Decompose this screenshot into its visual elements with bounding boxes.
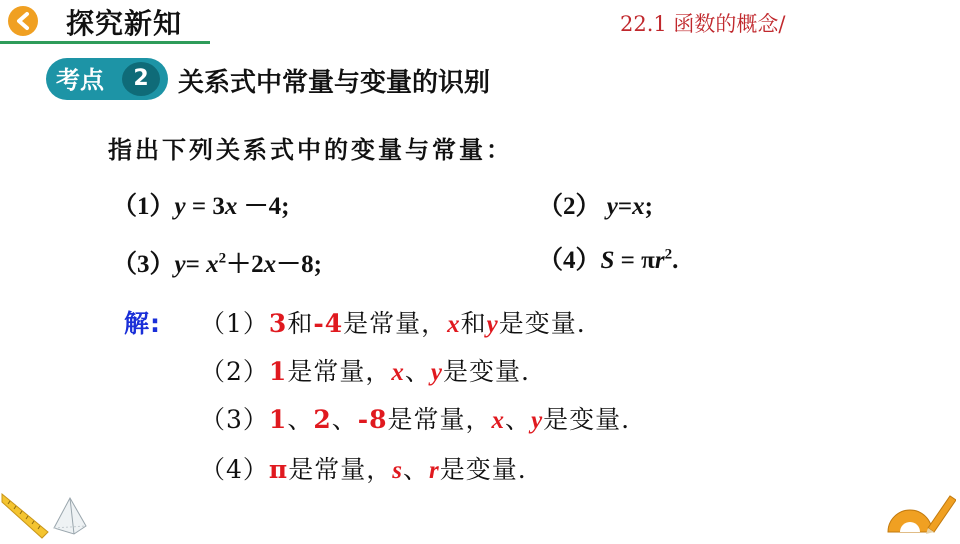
connector: 、 — [402, 455, 429, 484]
topic-badge-number: 2 — [122, 62, 160, 96]
line-number: （1） — [200, 309, 269, 338]
connector: 、 — [331, 405, 358, 434]
exponent: 2 — [664, 246, 673, 263]
variable: y — [531, 407, 544, 434]
equation-part: －4; — [237, 193, 290, 220]
connector: 、 — [505, 405, 532, 434]
equation-part: = π — [614, 247, 655, 274]
lesson-title: 22.1 函数的概念/ — [620, 12, 786, 36]
variable: x — [632, 193, 645, 220]
variable: S — [600, 247, 615, 274]
problem-number: （1） — [112, 193, 175, 220]
equation-part: . — [672, 247, 679, 274]
problem-2 — [538, 186, 653, 222]
exponent: 2 — [218, 250, 227, 267]
variable: x — [206, 251, 219, 278]
variable: x — [391, 359, 405, 386]
constant: 2 — [313, 405, 332, 434]
equation-part: = 3 — [185, 193, 225, 220]
solution-line-3 — [200, 400, 630, 436]
back-arrow-icon[interactable] — [8, 6, 38, 36]
text: 是变量. — [498, 309, 586, 338]
variable: x — [447, 311, 461, 338]
protractor-pencil-icon — [884, 488, 956, 540]
text: 是变量. — [439, 455, 527, 484]
problem-4 — [538, 240, 678, 276]
topic-badge-label: 考点 — [56, 66, 104, 94]
pyramid-icon — [50, 496, 90, 540]
solution-line-1 — [200, 304, 586, 340]
constant: 1 — [268, 357, 288, 386]
variable: s — [392, 457, 403, 484]
constant: 1 — [268, 405, 288, 434]
variable: y — [174, 251, 186, 278]
solution-line-2 — [200, 352, 530, 388]
variable: y — [430, 359, 443, 386]
problem-number: （2） — [538, 193, 601, 220]
problem-3 — [112, 244, 322, 280]
line-number: （4） — [200, 455, 269, 484]
text: 是常量， — [287, 357, 392, 386]
problem-1 — [112, 186, 289, 222]
text: 是变量. — [442, 357, 530, 386]
constant: π — [268, 455, 289, 484]
variable: r — [654, 247, 665, 274]
variable: r — [428, 457, 440, 484]
problem-number: （3） — [112, 251, 175, 278]
header-underline — [0, 41, 210, 44]
connector: 、 — [287, 405, 314, 434]
section-title: 探究新知 — [66, 7, 183, 40]
line-number: （2） — [200, 357, 269, 386]
variable: y — [486, 311, 499, 338]
variable: x — [263, 251, 277, 278]
constant: 3 — [268, 309, 288, 338]
variable: y — [606, 193, 618, 220]
line-number: （3） — [200, 405, 269, 434]
equation-part: = — [617, 193, 633, 220]
instruction-text: 指出下列关系式中的变量与常量： — [108, 136, 513, 164]
text: 是常量， — [288, 455, 393, 484]
connector: 和 — [287, 309, 314, 338]
connector: 、 — [404, 357, 431, 386]
variable: x — [491, 407, 506, 434]
solution-line-4 — [200, 450, 527, 486]
ruler-icon — [0, 490, 50, 544]
solution-label: 解: — [124, 309, 161, 338]
equation-part: ; — [644, 193, 653, 220]
text: 是变量. — [543, 405, 631, 434]
variable: x — [224, 193, 238, 220]
constant: -8 — [357, 405, 388, 434]
equation-part: = — [185, 251, 207, 278]
text: 是常量， — [387, 405, 492, 434]
equation-part: ＋2 — [226, 251, 264, 278]
variable: y — [174, 193, 186, 220]
constant: -4 — [313, 309, 344, 338]
topic-title: 关系式中常量与变量的识别 — [178, 68, 491, 98]
problem-number: （4） — [538, 247, 601, 274]
connector: 和 — [460, 309, 487, 338]
equation-part: －8; — [276, 251, 322, 278]
text: 是常量， — [343, 309, 448, 338]
